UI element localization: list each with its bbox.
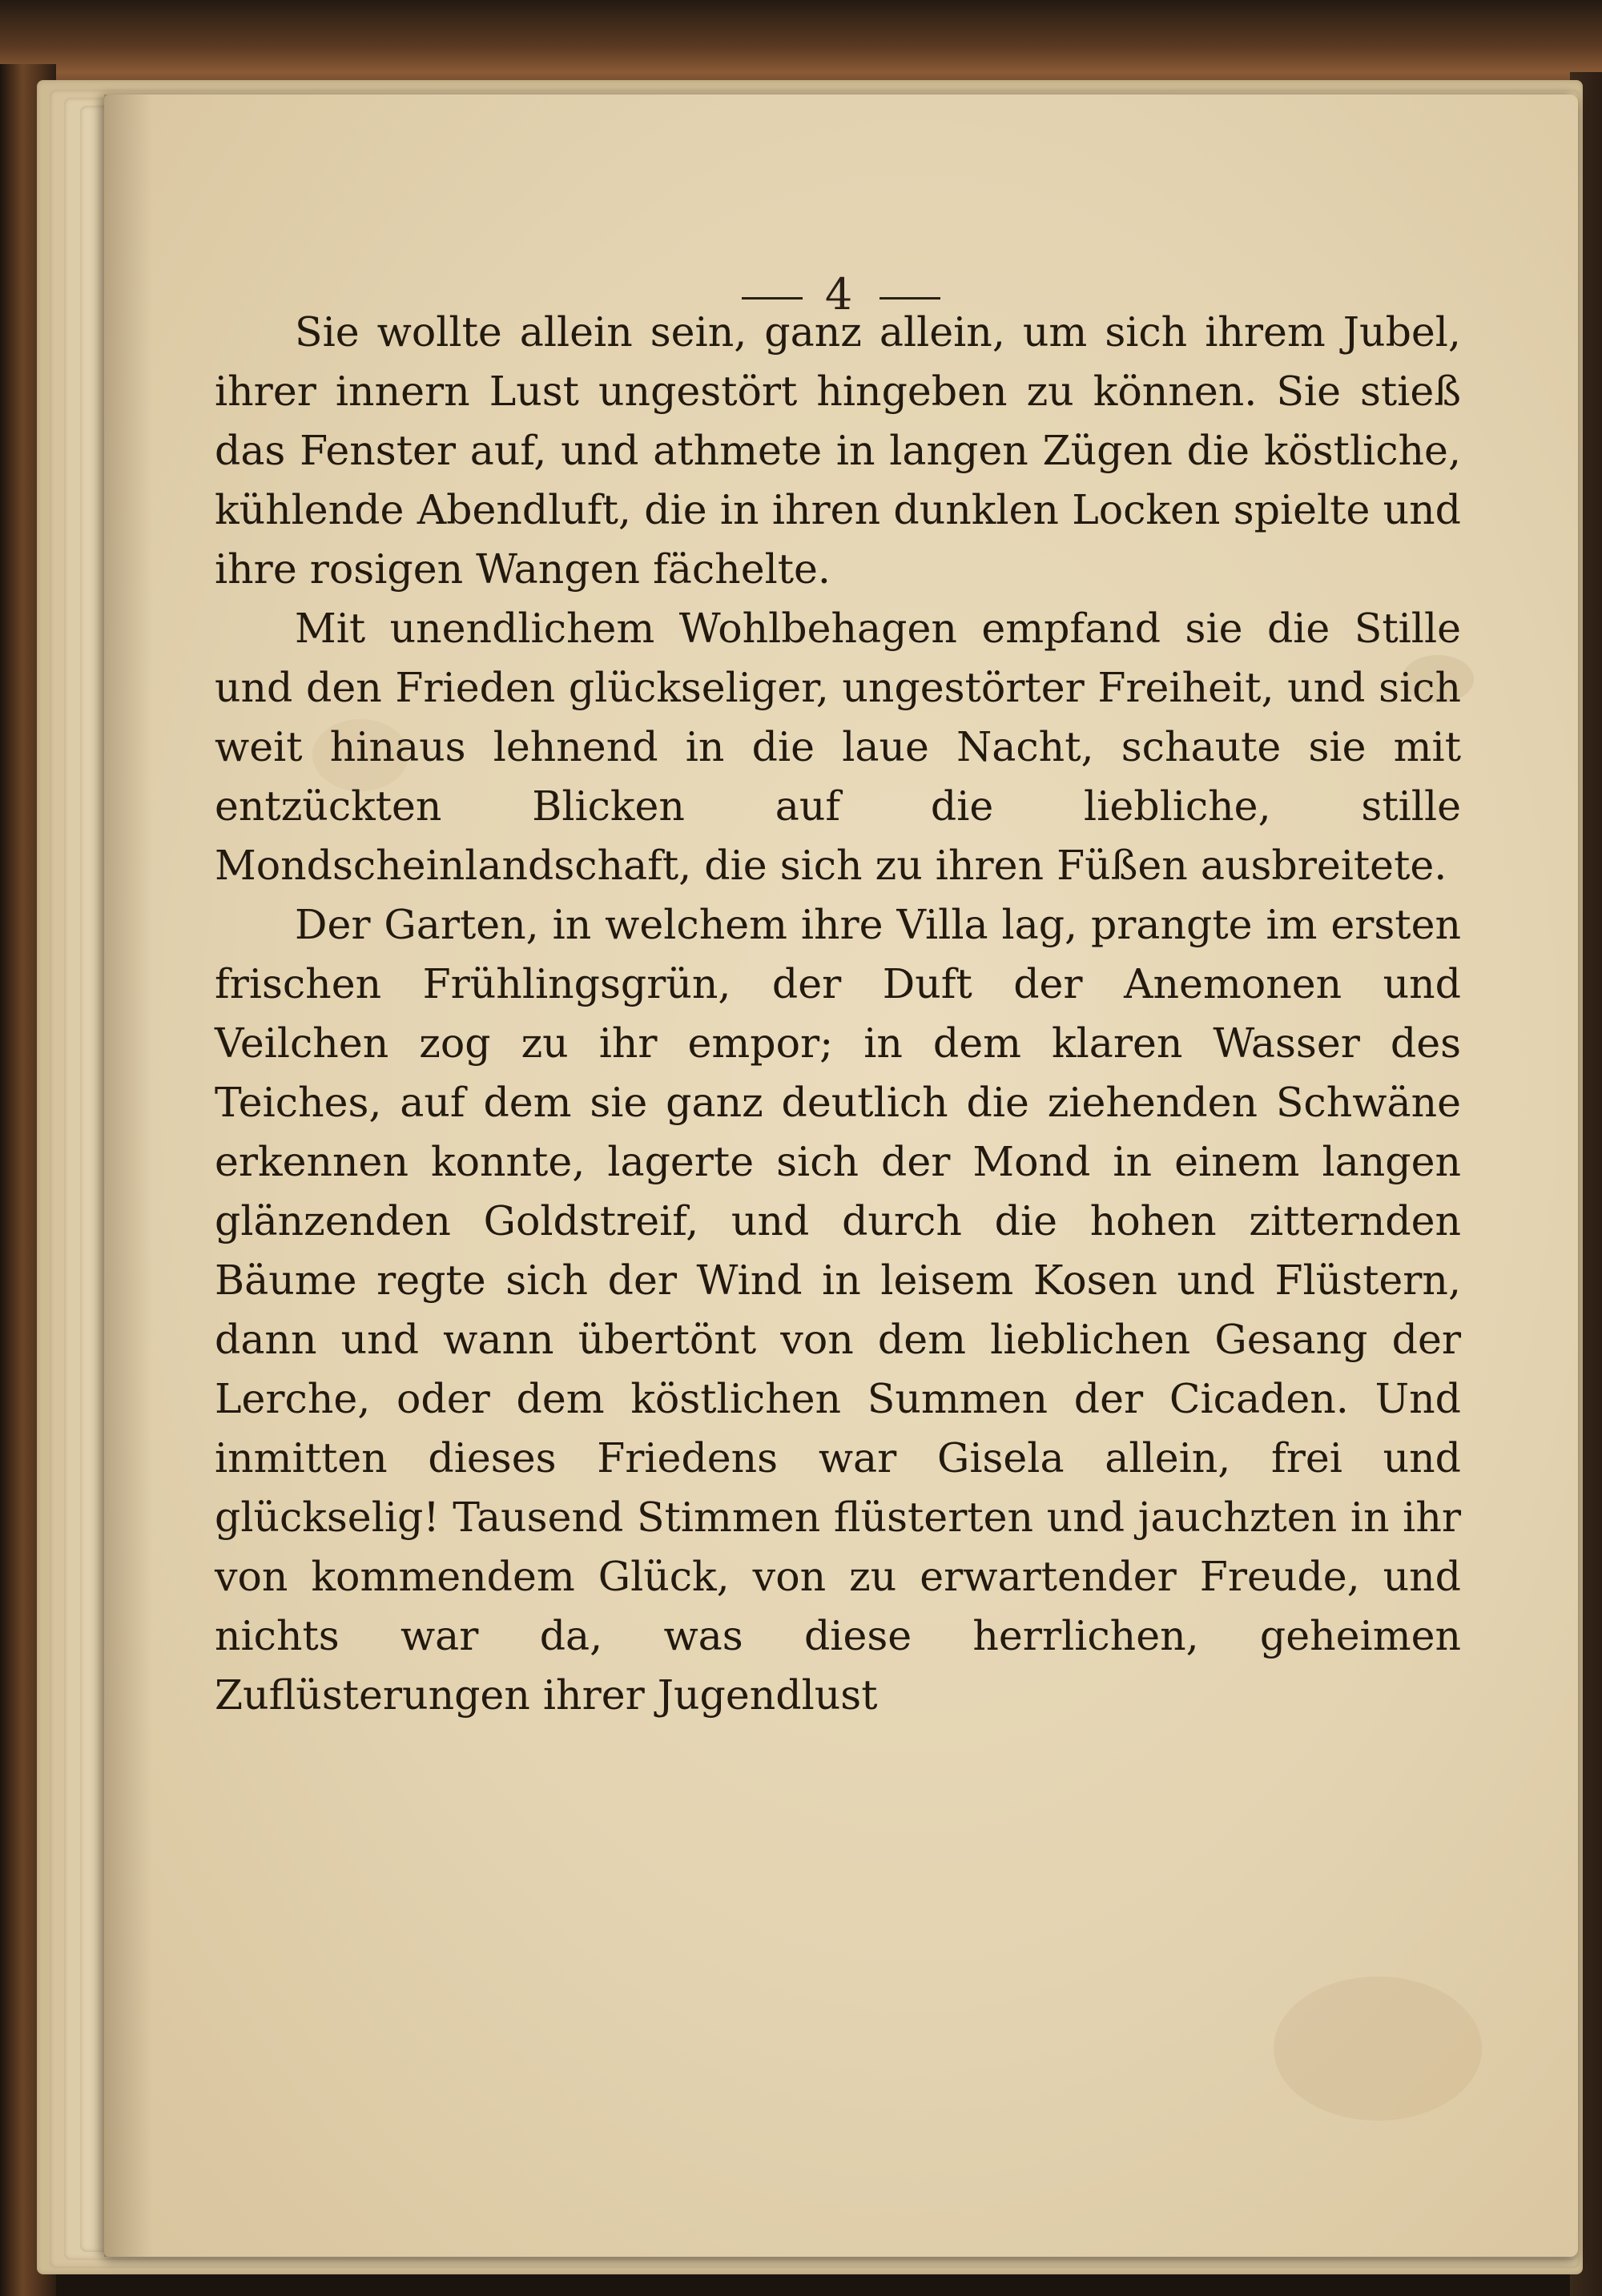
gutter-shadow [104,94,152,2257]
paragraph: Mit unendlichem Wohlbehagen empfand sie die Stille und den Frieden glückseliger, ungestörter Freiheit, und sich weit hinaus lehnend in die laue Nacht, schaute sie mit entzückten Blicken auf die liebliche, stille Mondscheinlandschaft, die sich zu ihren Füßen ausbreitete. [215,605,1461,889]
body-text [215,303,1461,1725]
page-number: 4 [824,269,858,320]
paper-stain [1274,1976,1482,2121]
header-dash-left [742,297,803,300]
paragraph: Sie wollte allein sein, ganz allein, um sich ihrem Jubel, ihrer innern Lust ungestört hingeben zu können. Sie stieß das Fenster auf, und athmete in langen Zügen die köstliche, kühlende Abendluft, die in ihren dunklen Locken spielte und ihre rosigen Wangen fächelte. [215,308,1461,593]
paragraph: Der Garten, in welchem ihre Villa lag, prangte im ersten frischen Frühlingsgrün, der Duft der Anemonen und Veilchen zog zu ihr empor; in dem klaren Wasser des Teiches, auf dem sie ganz deutlich die ziehenden Schwäne erkennen konnte, lagerte sich der Mond in einem langen glänzenden Goldstreif, und durch die hohen zitternden Bäume regte sich der Wind in leisem Kosen und Flüstern, dann und wann übertönt von dem lieblichen Gesang der Lerche, oder dem köstlichen Summen der Cicaden. Und inmitten dieses Friedens war Gisela allein, frei und glückselig! Tausend Stimmen flüsterten und jauchzten in ihr von kommendem Glück, von zu erwartender Freude, und nichts war da, was diese herrlichen, geheimen Zuflüsterungen ihrer Jugendlust [215,901,1461,1719]
header-dash-right [879,297,940,300]
